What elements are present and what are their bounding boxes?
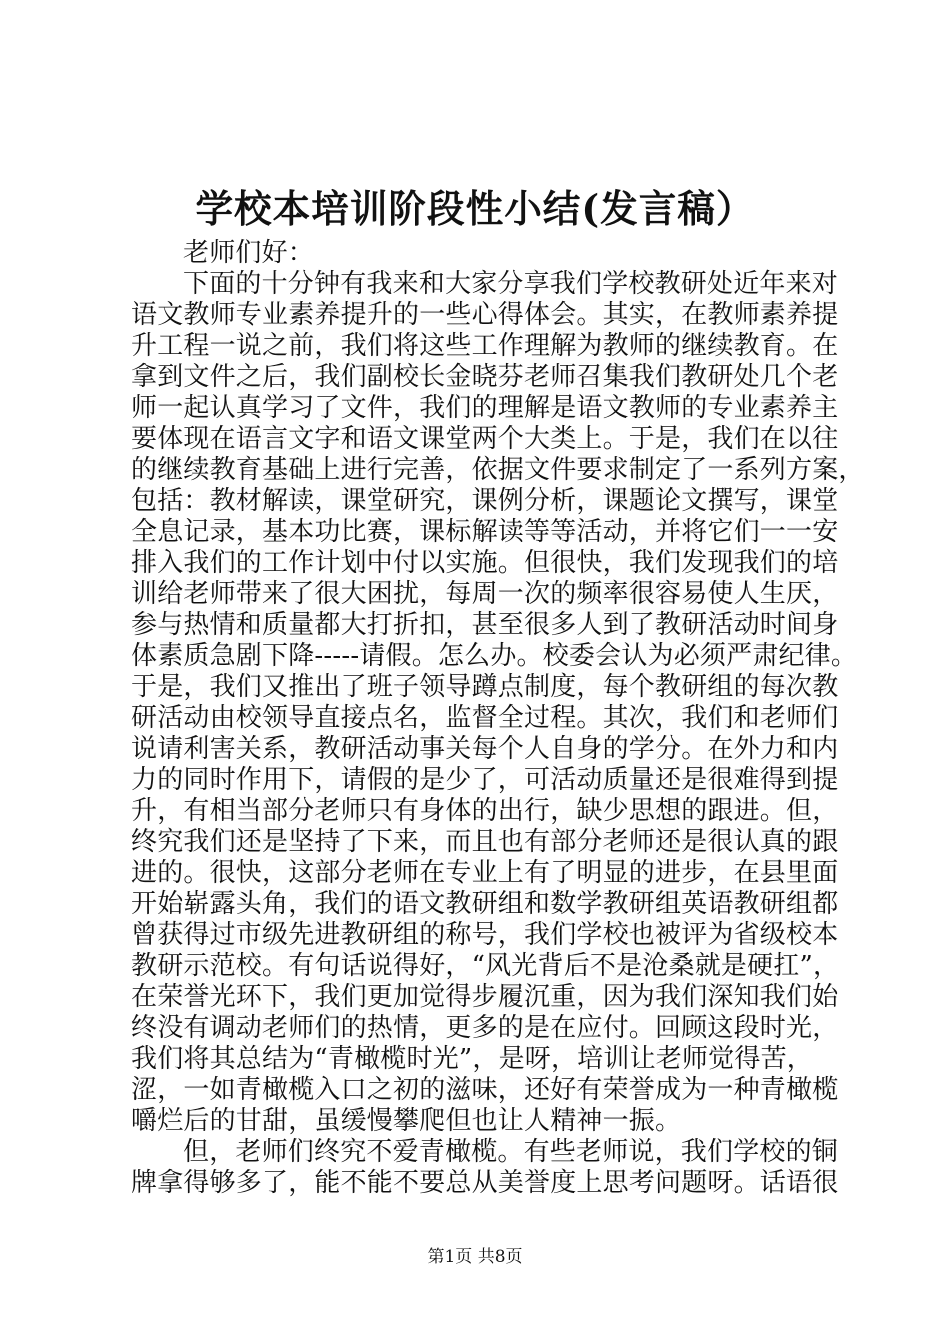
body-line: 体素质急剧下降-----请假。怎么办。校委会认为必须严肃纪律。 (131, 641, 858, 671)
page-footer: 第1页 共8页 (427, 1247, 523, 1267)
body-line: 说请利害关系，教研活动事关每个人自身的学分。在外力和内 (131, 734, 839, 764)
body-line: 包括：教材解读，课堂研究，课例分析，课题论文撰写，课堂 (131, 486, 839, 516)
body-line: 升工程一说之前，我们将这些工作理解为教师的继续教育。在 (131, 331, 839, 361)
body-line: 力的同时作用下，请假的是少了，可活动质量还是很难得到提 (131, 765, 839, 795)
body-line: 于是，我们又推出了班子领导蹲点制度，每个教研组的每次教 (131, 672, 839, 702)
body-line: 研活动由校领导直接点名，监督全过程。其次，我们和老师们 (131, 703, 839, 733)
body-line: 训给老师带来了很大困扰，每周一次的频率很容易使人生厌， (131, 579, 839, 609)
body-line: 参与热情和质量都大打折扣，甚至很多人到了教研活动时间身 (131, 610, 839, 640)
body-line: 全息记录，基本功比赛，课标解读等等活动，并将它们一一安 (131, 517, 839, 547)
body-line: 终究我们还是坚持了下来，而且也有部分老师还是很认真的跟 (131, 827, 839, 857)
body-line: 进的。很快，这部分老师在专业上有了明显的进步，在县里面 (131, 858, 839, 888)
body-line: 但，老师们终究不爱青橄榄。有些老师说，我们学校的铜 (183, 1137, 839, 1167)
body-line: 牌拿得够多了，能不能不要总从美誉度上思考问题呀。话语很 (131, 1168, 839, 1198)
body-line: 要体现在语言文字和语文课堂两个大类上。于是，我们在以往 (131, 424, 839, 454)
body-line: 我们将其总结为“青橄榄时光”，是呀，培训让老师觉得苦， (131, 1044, 813, 1074)
greeting-line: 老师们好： (183, 238, 315, 268)
body-line: 教研示范校。有句话说得好，“风光背后不是沧桑就是硬扛”， (131, 951, 840, 981)
body-line: 的继续教育基础上进行完善，依据文件要求制定了一系列方案， (131, 455, 865, 485)
body-line: 曾获得过市级先进教研组的称号，我们学校也被评为省级校本 (131, 920, 839, 950)
body-line: 下面的十分钟有我来和大家分享我们学校教研处近年来对 (183, 269, 839, 299)
body-line: 终没有调动老师们的热情，更多的是在应付。回顾这段时光， (131, 1013, 839, 1043)
body-line: 排入我们的工作计划中付以实施。但很快，我们发现我们的培 (131, 548, 839, 578)
body-line: 语文教师专业素养提升的一些心得体会。其实，在教师素养提 (131, 300, 839, 330)
body-line: 开始崭露头角，我们的语文教研组和数学教研组英语教研组都 (131, 889, 839, 919)
body-line: 嚼烂后的甘甜，虽缓慢攀爬但也让人精神一振。 (131, 1106, 682, 1136)
body-line: 在荣誉光环下，我们更加觉得步履沉重，因为我们深知我们始 (131, 982, 839, 1012)
body-line: 拿到文件之后，我们副校长金晓芬老师召集我们教研处几个老 (131, 362, 839, 392)
body-line: 师一起认真学习了文件，我们的理解是语文教师的专业素养主 (131, 393, 839, 423)
document-title: 学校本培训阶段性小结(发言稿） (195, 186, 755, 231)
body-line: 升，有相当部分老师只有身体的出行，缺少思想的跟进。但， (131, 796, 839, 826)
body-line: 涩，一如青橄榄入口之初的滋味，还好有荣誉成为一种青橄榄 (131, 1075, 839, 1105)
